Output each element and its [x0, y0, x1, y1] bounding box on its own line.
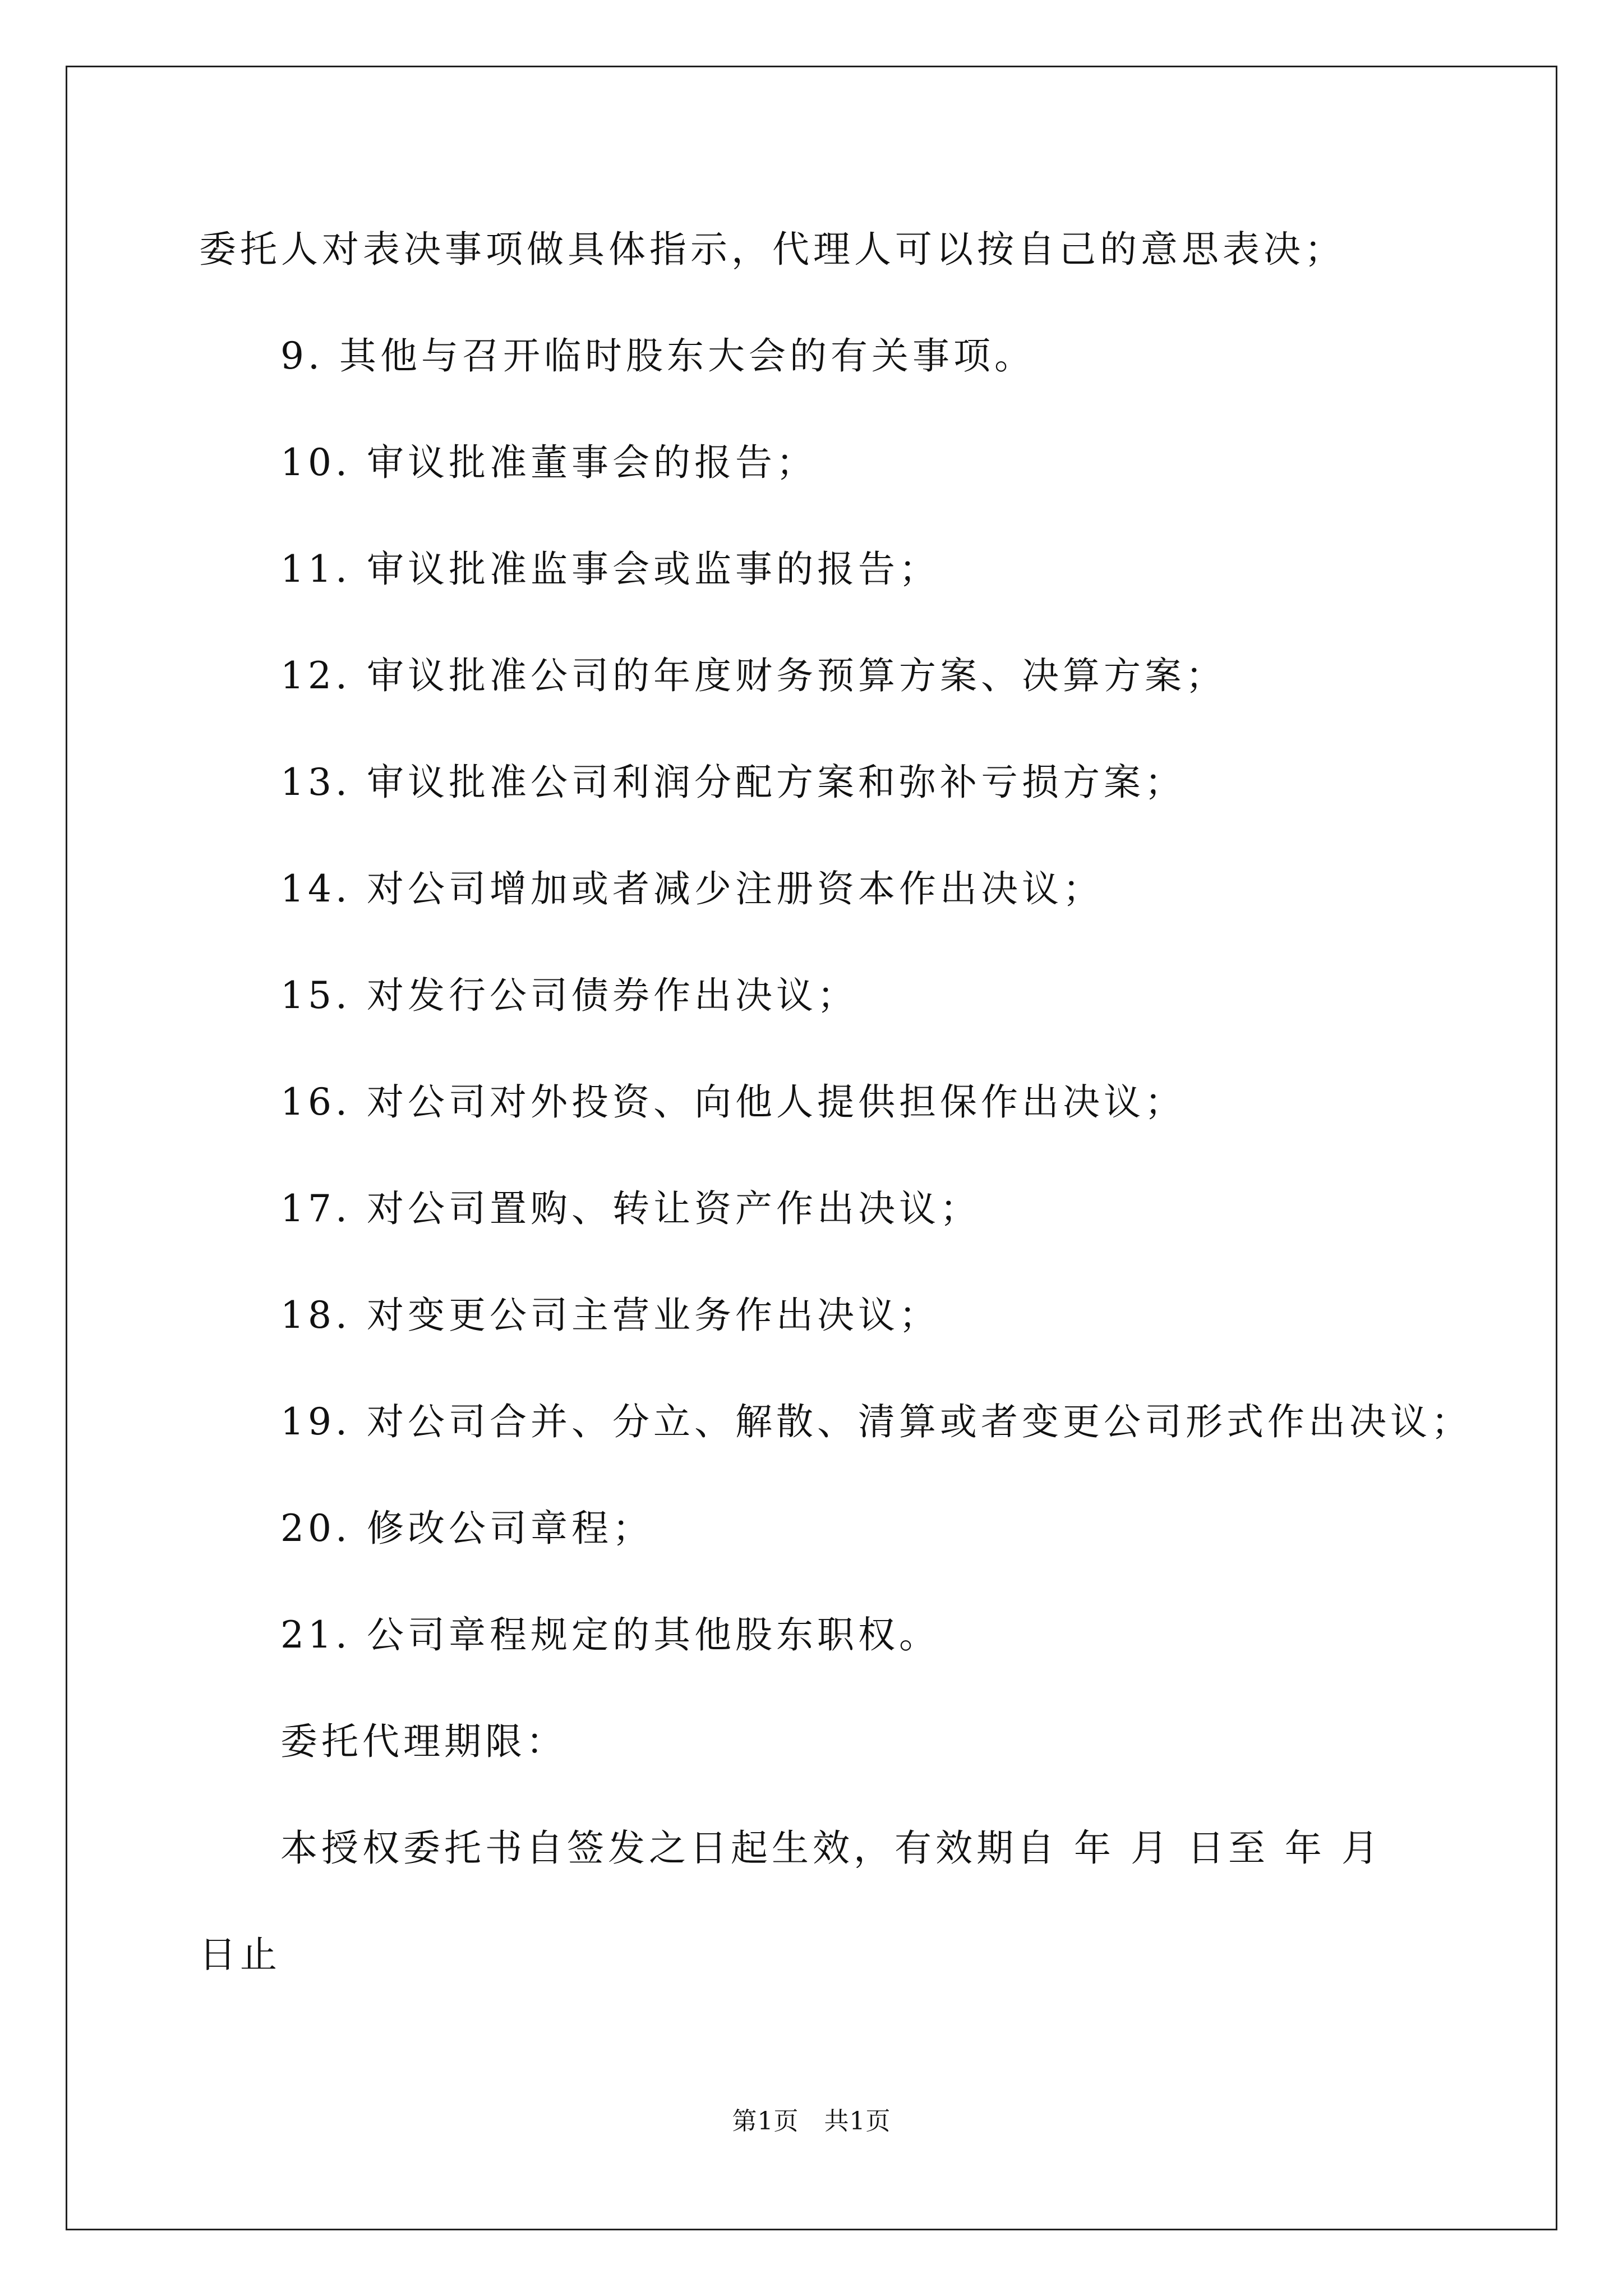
list-item-15: 15. 对发行公司债券作出决议； [280, 974, 858, 1017]
page-number-footer: 第1页 共1页 [732, 2107, 891, 2136]
list-item-14: 14. 对公司增加或者减少注册资本作出决议； [280, 867, 1104, 910]
list-item-17: 17. 对公司置购、转让资产作出决议； [280, 1187, 981, 1230]
list-item-10: 10. 审议批准董事会的报告； [280, 441, 817, 484]
paragraph-validity: 本授权委托书自签发之日起生效，有效期自 年 月 日至 年 月 [280, 1826, 1382, 1870]
paragraph-validity-end: 日止 [199, 1933, 281, 1976]
list-item-21: 21. 公司章程规定的其他股东职权。 [280, 1613, 940, 1657]
list-item-20: 20. 修改公司章程； [280, 1507, 653, 1550]
list-item-12: 12. 审议批准公司的年度财务预算方案、决算方案； [280, 654, 1227, 697]
section-heading-term: 委托代理期限： [280, 1720, 567, 1763]
list-item-13: 13. 审议批准公司利润分配方案和弥补亏损方案； [280, 761, 1186, 804]
list-item-16: 16. 对公司对外投资、向他人提供担保作出决议； [280, 1080, 1186, 1124]
list-item-18: 18. 对变更公司主营业务作出决议； [280, 1294, 940, 1337]
page-border [66, 66, 1557, 2230]
list-item-9: 9. 其他与召开临时股东大会的有关事项。 [280, 334, 1035, 378]
paragraph-line-continuation: 委托人对表决事项做具体指示，代理人可以按自己的意思表决； [199, 228, 1345, 271]
list-item-19: 19. 对公司合并、分立、解散、清算或者变更公司形式作出决议； [280, 1400, 1472, 1443]
list-item-11: 11. 审议批准监事会或监事的报告； [280, 547, 940, 591]
